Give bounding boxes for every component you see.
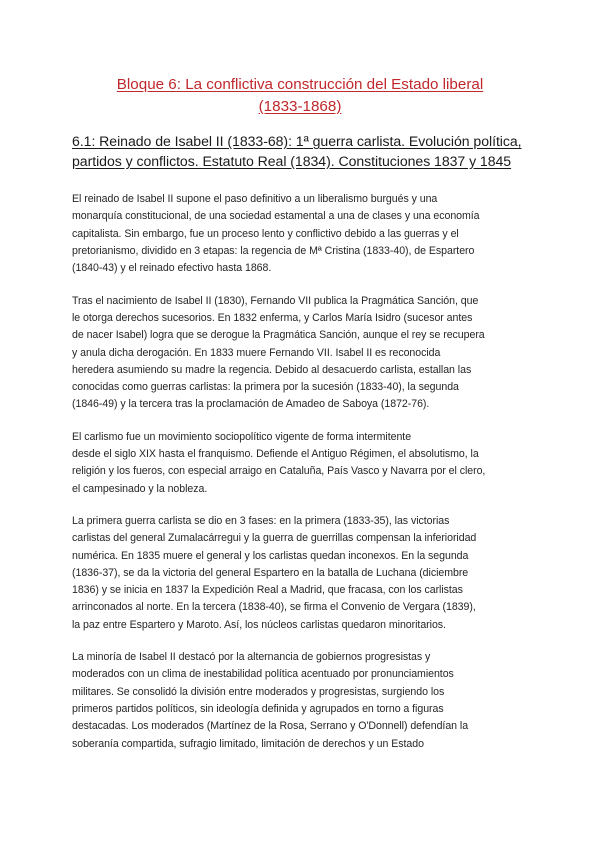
text-line: El carlismo fue un movimiento sociopolítico vigente de forma intermitente	[72, 430, 412, 443]
text-line: numérica. En 1835 muere el general y los carlistas quedan inconexos. En la segunda	[72, 549, 469, 562]
text-line: capitalista. Sin embargo, fue un proceso lento y conflictivo debido a las guerras y el	[72, 227, 459, 240]
text-line: El reinado de Isabel II supone el paso definitivo a un liberalismo burgués y una	[72, 193, 438, 206]
text-line: (1836-37), se da la victoria del general Espartero en la batalla de Luchana (diciembre	[72, 566, 469, 579]
text-line: carlistas del general Zumalacárregui y la guerra de guerrillas compensan la inferioridad	[72, 532, 477, 545]
text-line: religión y los fueros, con especial arraigo en Cataluña, País Vasco y Navarra por el clero,	[72, 465, 486, 478]
document-title	[72, 0, 528, 117]
text-line: y anula dicha derogación. En 1833 muere Fernando VII. Isabel II es reconocida	[72, 346, 441, 359]
text-line: arrinconados al norte. En la tercera (1838-40), se firma el Convenio de Vergara (1839),	[72, 601, 476, 614]
document-body	[72, 191, 528, 753]
text-line: le otorga derechos sucesorios. En 1832 enferma, y Carlos María Isidro (sucesor antes	[72, 311, 473, 324]
paragraph	[72, 513, 528, 634]
title-line: Bloque 6: La conflictiva construcción del Estado liberal	[116, 76, 484, 93]
text-line: La minoría de Isabel II destacó por la alternancia de gobiernos progresistas y	[72, 651, 431, 664]
section-heading: 6.1: Reinado de Isabel II (1833-68): 1ª guerra carlista. Evolución política, partidos y conflictos. Estatuto Real (1834). Constituciones 1837 y 1845	[72, 133, 522, 169]
text-line: Tras el nacimiento de Isabel II (1830), Fernando VII publica la Pragmática Sanción, que	[72, 294, 479, 307]
paragraph	[72, 649, 528, 753]
paragraph	[72, 429, 528, 498]
text-line: el campesinado y la nobleza.	[72, 482, 208, 495]
text-line: la paz entre Espartero y Maroto. Así, los núcleos carlistas quedaron minoritarios.	[72, 618, 446, 631]
text-line: heredera asumiendo su madre la regencia. Debido al desacuerdo carlista, estallan las	[72, 363, 472, 376]
text-line: desde el siglo XIX hasta el franquismo. Defiende el Antiguo Régimen, el absolutismo, la	[72, 448, 479, 461]
text-line: destacadas. Los moderados (Martínez de la Rosa, Serrano y O'Donnell) defendían la	[72, 720, 469, 733]
text-line: pretorianismo, dividido en 3 etapas: la regencia de Mª Cristina (1833-40), de Espartero	[72, 245, 475, 258]
paragraph	[72, 191, 528, 277]
title-line: (1833-1868)	[258, 97, 342, 115]
text-line: La primera guerra carlista se dio en 3 fases: en la primera (1833-35), las victorias	[72, 514, 450, 527]
paragraph	[72, 293, 528, 414]
text-line: militares. Se consolidó la división entre moderados y progresistas, surgiendo los	[72, 685, 445, 698]
text-line: (1846-49) y la tercera tras la proclamación de Amadeo de Saboya (1872-76).	[72, 398, 430, 411]
text-line: de nacer Isabel) logra que se derogue la Pragmática Sanción, aunque el rey se recupera	[72, 329, 485, 342]
text-line: (1840-43) y el reinado efectivo hasta 1868.	[72, 262, 272, 275]
text-line: primeros partidos políticos, sin ideología definida y agrupados en torno a figuras	[72, 702, 444, 715]
text-line: soberanía compartida, sufragio limitado, limitación de derechos y un Estado	[72, 737, 424, 750]
text-line: monarquía constitucional, de una sociedad estamental a una de clases y una economía	[72, 210, 480, 223]
text-line: conocidas como guerras carlistas: la primera por la sucesión (1833-40), la segunda	[72, 381, 459, 394]
text-line: 1836) y se inicia en 1837 la Expedición Real a Madrid, que fracasa, con los carlistas	[72, 584, 463, 597]
text-line: moderados con un clima de inestabilidad política acentuado por pronunciamientos	[72, 668, 454, 681]
